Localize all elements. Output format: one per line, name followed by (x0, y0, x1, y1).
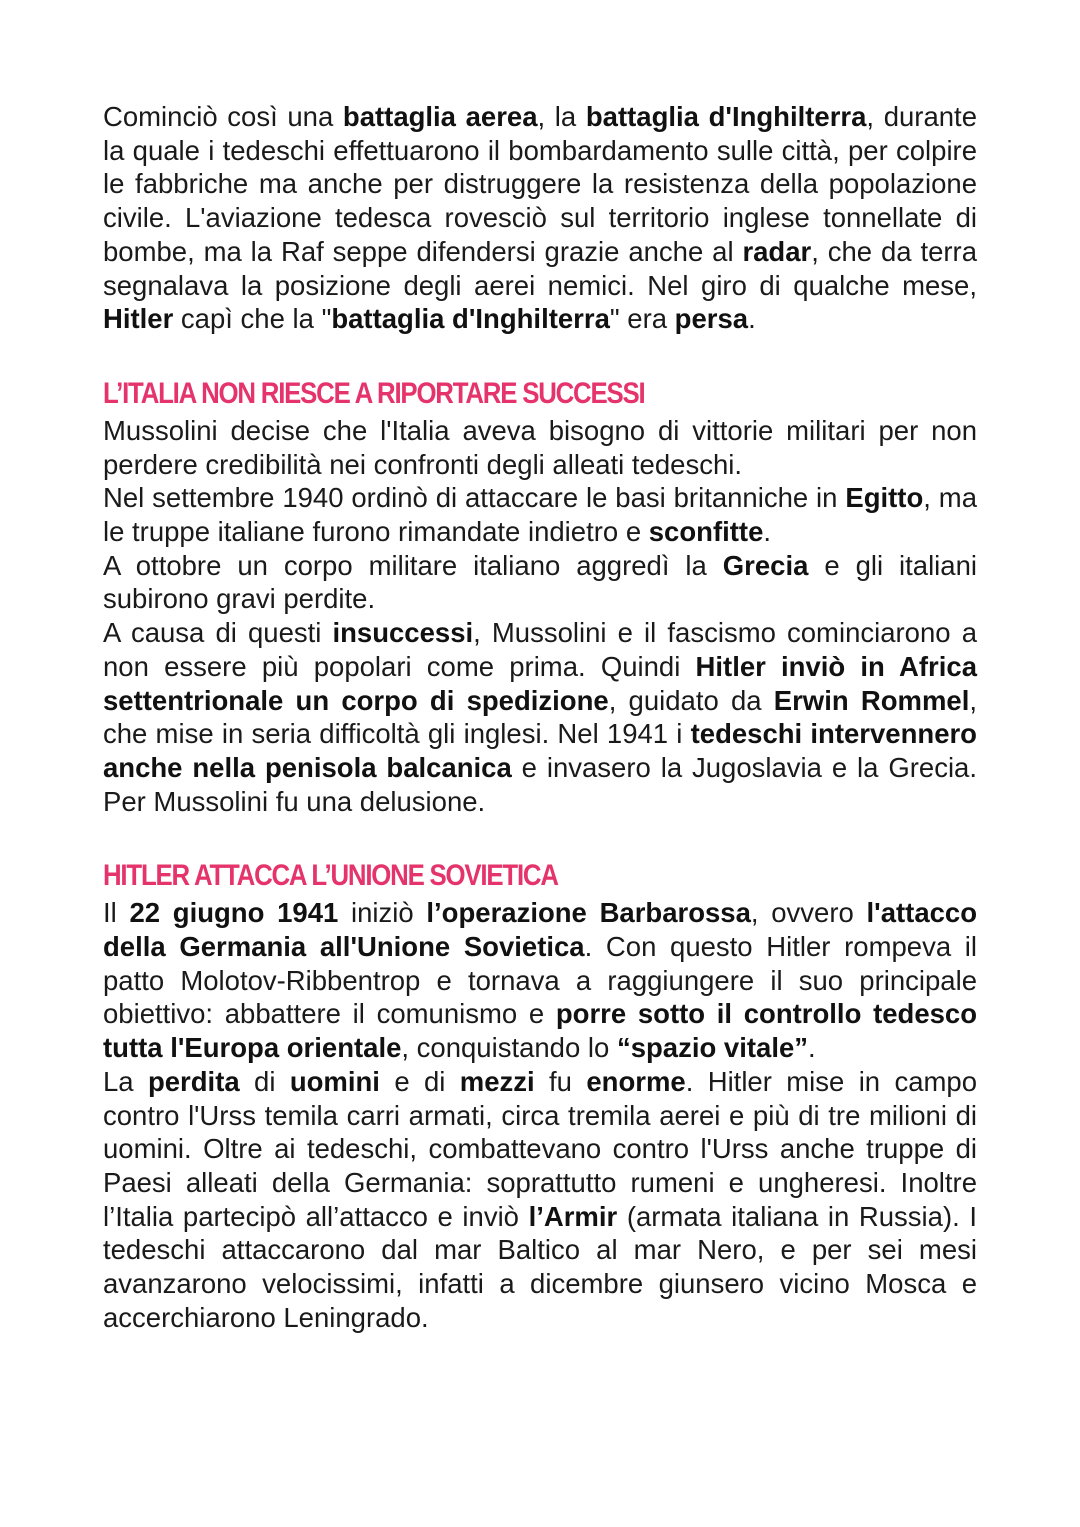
bold-phrase: Hitler (103, 303, 174, 335)
text-run: . (808, 1032, 816, 1064)
bold-phrase: battaglia d'Inghilterra (331, 303, 610, 335)
bold-phrase: tedeschi intervennero anche nella penisola balcanica (103, 718, 977, 783)
heading-hitler-attacks-ussr: HITLER ATTACCA L’UNIONE SOVIETICA (103, 859, 558, 893)
text-run: La (103, 1065, 148, 1097)
bold-phrase: mezzi (459, 1065, 535, 1097)
text-run: , ovvero (750, 897, 867, 929)
text-run: , guidato da (608, 684, 774, 716)
bold-phrase: insuccessi (332, 617, 474, 649)
text-run: . Hitler mise in campo contro l'Urss temila carri armati, circa tremila aerei e più di tre milioni di uomini. Oltre ai tedeschi, combattevano contro l'Urss anche truppe di Paesi alleati della Germania: soprattutto rumeni e ungheresi. Inoltre l’Italia partecipò all’attacco e inviò (103, 1065, 978, 1232)
bold-phrase: battaglia d'Inghilterra (585, 101, 867, 132)
text-run: Il (103, 897, 130, 929)
text-run: . (763, 516, 771, 548)
paragraph-greece-attack (103, 549, 977, 616)
text-run: " era (609, 303, 675, 335)
heading-italy-no-success: L’ITALIA NON RIESCE A RIPORTARE SUCCESSI (103, 376, 645, 410)
text-run: A ottobre un corpo militare italiano aggredì la (103, 549, 723, 581)
bold-phrase: Egitto (845, 482, 924, 514)
bold-phrase: porre sotto il controllo tedesco tutta l'Europa orientale (103, 998, 977, 1064)
bold-phrase: battaglia aerea (342, 101, 538, 132)
bold-phrase: Hitler inviò in Africa settentrionale un corpo di spedizione (103, 650, 977, 716)
text-run: Mussolini decise che l'Italia aveva bisogno di vittorie militari per non perdere credibilità nei confronti degli alleati tedeschi. (103, 414, 977, 480)
text-run: , conquistando lo (401, 1032, 617, 1064)
bold-phrase: persa (674, 303, 749, 335)
text-run: e invasero la Jugoslavia e la Grecia. Per Mussolini fu una delusione. (103, 751, 977, 817)
bold-phrase: sconfitte (648, 516, 764, 548)
paragraph-egypt-attack (103, 481, 977, 548)
text-run: iniziò (338, 897, 427, 929)
text-run: , Mussolini e il fascismo cominciarono a non essere più popolari come prima. Quindi (103, 617, 977, 682)
bold-phrase: l’operazione Barbarossa (426, 897, 751, 929)
paragraph-operation-barbarossa (103, 896, 977, 1065)
bold-phrase: Erwin Rommel (773, 684, 970, 716)
text-run: , che da terra segnalava la posizione degli aerei nemici. Nel giro di qualche mese, (103, 235, 977, 301)
bold-phrase: l’Armir (528, 1200, 618, 1232)
text-run: e gli italiani subirono gravi perdite. (103, 549, 977, 615)
text-run: , che mise in seria difficoltà gli inglesi. Nel 1941 i (103, 684, 977, 750)
bold-phrase: 22 giugno 1941 (129, 897, 339, 929)
text-run: fu (534, 1065, 587, 1097)
text-run: , ma le truppe italiane furono rimandate indietro e (103, 482, 977, 548)
text-run: e di (379, 1065, 460, 1097)
text-run: di (239, 1065, 290, 1097)
bold-phrase: l'attacco della Germania all'Unione Sovietica (103, 897, 978, 963)
text-run: Nel settembre 1940 ordinò di attaccare le basi britanniche in (103, 482, 846, 514)
text-run: A causa di questi (103, 617, 333, 649)
text-run: . (748, 303, 756, 335)
text-run: , durante la quale i tedeschi effettuarono il bombardamento sulle città, per colpire le fabbriche ma anche per distruggere la resistenza della popolazione civile. L'aviazione tedesca rovesciò sul territorio inglese tonnellate di bombe, ma la Raf seppe difendersi grazie anche al (103, 101, 977, 267)
bold-phrase: radar (742, 235, 812, 267)
text-run: . Con questo Hitler rompeva il patto Molotov-Ribbentrop e tornava a raggiungere il suo principale obiettivo: abbattere il comunismo e (103, 931, 977, 1030)
bold-phrase: “spazio vitale” (616, 1032, 809, 1064)
document-page (103, 100, 977, 1335)
bold-phrase: enorme (586, 1065, 686, 1097)
paragraph-battle-of-britain (103, 100, 977, 336)
text-run: , la (537, 101, 586, 132)
text-run: (armata italiana in Russia). I tedeschi attaccarono dal mar Baltico al mar Nero, e per sei mesi avanzarono velocissimi, infatti a dicembre giunsero vicino Mosca e accerchiarono Leningrado. (103, 1200, 978, 1333)
bold-phrase: perdita (147, 1065, 240, 1097)
paragraph-losses-armir (103, 1065, 977, 1335)
bold-phrase: uomini (289, 1065, 380, 1097)
paragraph-mussolini-victories (103, 414, 977, 481)
bold-phrase: Grecia (722, 549, 809, 581)
paragraph-failures-rommel (103, 616, 977, 818)
text-run: capì che la " (173, 303, 332, 335)
text-run: Cominciò così una (103, 101, 343, 132)
